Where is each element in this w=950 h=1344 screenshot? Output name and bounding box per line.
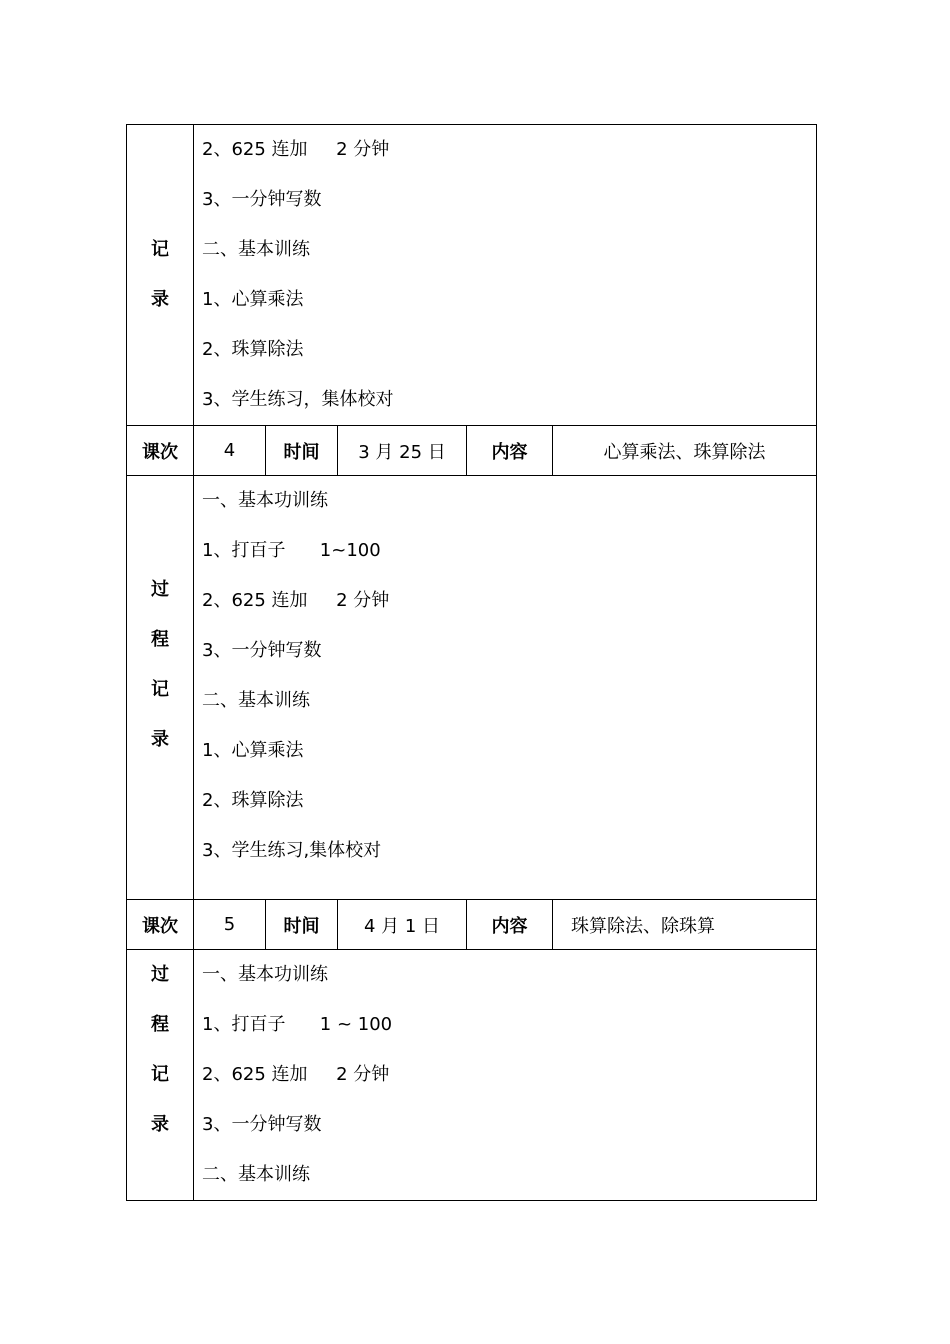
content-value: 珠算除法、除珠算: [553, 900, 817, 950]
label-char: 录: [151, 1114, 169, 1135]
record-label-cell: [127, 125, 194, 426]
process-content-cell: [194, 476, 817, 900]
label-char: 程: [151, 1014, 169, 1035]
lesson-value: 5: [194, 900, 266, 950]
process-label-cell: [127, 950, 194, 1201]
label-char: 程: [151, 629, 169, 650]
label-char: 记: [151, 239, 169, 260]
record-line: 1、打百子 1 ~ 100: [202, 1014, 393, 1035]
label-char: 记: [151, 679, 169, 700]
record-line: 3、一分钟写数: [202, 640, 322, 661]
label-char: 记: [151, 1064, 169, 1085]
record-line: 1、心算乘法: [202, 740, 304, 761]
time-label: 时间: [266, 900, 338, 950]
record-line: 2、625 连加 2 分钟: [202, 590, 390, 611]
record-line: 3、学生练习,集体校对: [202, 840, 382, 861]
label-char: 录: [151, 729, 169, 750]
lesson-label: 课次: [127, 426, 194, 476]
content-label: 内容: [467, 426, 553, 476]
time-value: 3 月 25 日: [338, 426, 467, 476]
record-line: 1、心算乘法: [202, 289, 304, 310]
lesson-header-row-5: [127, 900, 817, 950]
content-value: 心算乘法、珠算除法: [553, 426, 817, 476]
record-line: 2、625 连加 2 分钟: [202, 139, 390, 160]
record-line: 2、珠算除法: [202, 790, 304, 811]
record-line: 二、基本训练: [202, 239, 310, 260]
record-line: 3、学生练习，集体校对: [202, 389, 394, 410]
record-line: 二、基本训练: [202, 690, 310, 711]
label-char: 录: [151, 289, 169, 310]
record-row-2: [127, 476, 817, 900]
record-line: 一、基本功训练: [202, 964, 328, 985]
record-line: 2、625 连加 2 分钟: [202, 1064, 390, 1085]
process-label-cell: [127, 476, 194, 900]
lesson-record-table: [126, 124, 817, 1201]
record-line: 3、一分钟写数: [202, 189, 322, 210]
content-label: 内容: [467, 900, 553, 950]
time-value: 4 月 1 日: [338, 900, 467, 950]
record-line: 1、打百子 1~100: [202, 540, 381, 561]
record-line: 3、一分钟写数: [202, 1114, 322, 1135]
lesson-value: 4: [194, 426, 266, 476]
record-line: 一、基本功训练: [202, 490, 328, 511]
record-line: 2、珠算除法: [202, 339, 304, 360]
record-line: 二、基本训练: [202, 1164, 310, 1185]
process-content-cell: [194, 950, 817, 1201]
record-content-cell: [194, 125, 817, 426]
record-row-1: [127, 125, 817, 426]
time-label: 时间: [266, 426, 338, 476]
label-char: 过: [151, 964, 169, 985]
lesson-header-row-4: [127, 426, 817, 476]
record-row-3: [127, 950, 817, 1201]
lesson-label: 课次: [127, 900, 194, 950]
label-char: 过: [151, 579, 169, 600]
